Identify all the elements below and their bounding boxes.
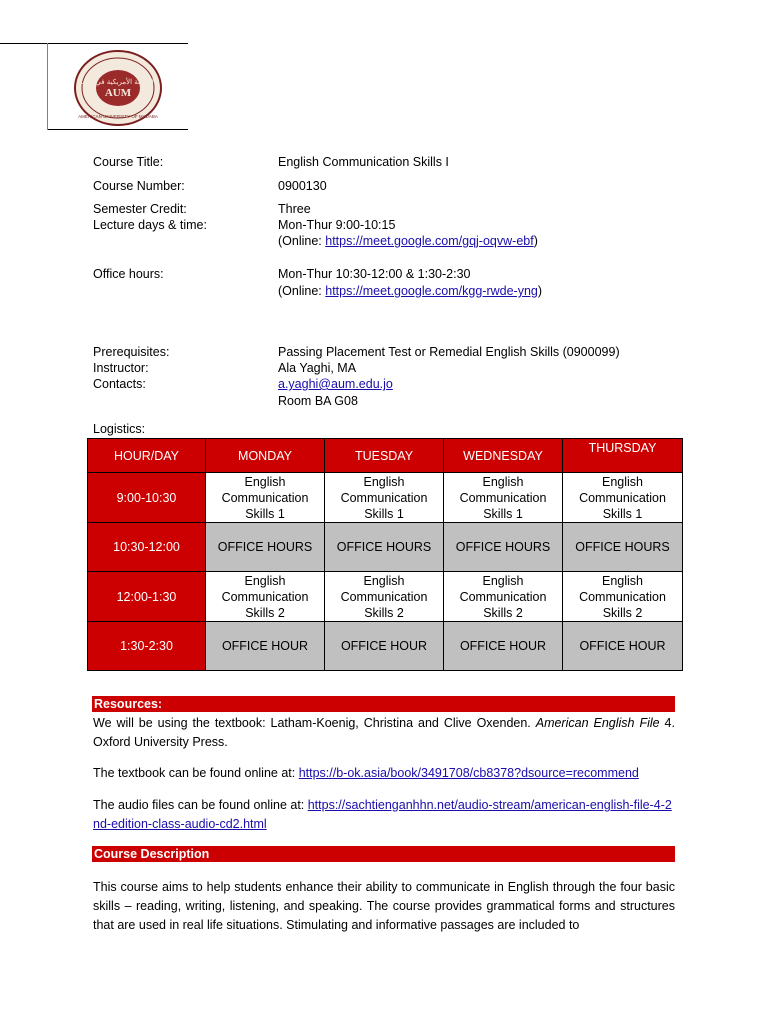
- lecture-days-label: Lecture days & time:: [93, 218, 207, 232]
- office-meet-link[interactable]: https://meet.google.com/kgg-rwde-yng: [325, 284, 538, 298]
- lecture-meet-link[interactable]: https://meet.google.com/gqj-oqvw-ebf: [325, 234, 534, 248]
- schedule-cell: OFFICE HOUR: [325, 622, 444, 671]
- header-vertical-rule: [47, 43, 48, 130]
- course-number-label: Course Number:: [93, 179, 185, 193]
- textbook-online-paragraph: [93, 764, 675, 783]
- textbook-link[interactable]: https://b-ok.asia/book/3491708/cb8378?dsource=recommend: [298, 766, 639, 780]
- time-slot: 1:30-2:30: [88, 622, 206, 671]
- instructor-label: Instructor:: [93, 361, 149, 375]
- office-online-suffix: ): [537, 284, 543, 298]
- header-tuesday: TUESDAY: [325, 439, 444, 473]
- contacts-label: Contacts:: [93, 377, 146, 391]
- university-logo: [74, 50, 162, 126]
- schedule-cell: English Communication Skills 2: [444, 572, 563, 622]
- instructor-email-link[interactable]: a.yaghi@aum.edu.jo: [278, 377, 393, 391]
- instructor-value: Ala Yaghi, MA: [278, 361, 357, 375]
- table-row: [88, 572, 683, 622]
- time-slot: 10:30-12:00: [88, 523, 206, 572]
- course-number-value: 0900130: [278, 179, 327, 193]
- schedule-cell: OFFICE HOURS: [444, 523, 563, 572]
- office-online-prefix: (Online:: [278, 284, 326, 298]
- schedule-cell: OFFICE HOURS: [325, 523, 444, 572]
- schedule-cell: OFFICE HOUR: [563, 622, 683, 671]
- textbook-title: American English File: [535, 716, 660, 730]
- lecture-days-value: Mon-Thur 9:00-10:15: [278, 218, 396, 232]
- table-row: [88, 622, 683, 671]
- time-slot: 9:00-10:30: [88, 473, 206, 523]
- header-monday: MONDAY: [206, 439, 325, 473]
- office-hours-label: Office hours:: [93, 267, 164, 281]
- header-thursday: THURSDAY: [563, 439, 683, 473]
- schedule-cell: English Communication Skills 2: [206, 572, 325, 622]
- audio-files-paragraph: [93, 796, 675, 834]
- time-slot: 12:00-1:30: [88, 572, 206, 622]
- semester-credit-value: Three: [278, 202, 311, 216]
- table-row: [88, 473, 683, 523]
- logistics-label: Logistics:: [93, 422, 146, 436]
- audio-files-link[interactable]: https://sachtienganhhn.net/audio-stream/american-english-file-4-2nd-edition-class-audio-cd2.html: [93, 798, 672, 831]
- resources-heading: Resources:: [92, 696, 675, 712]
- svg-text:AMERICAN UNIVERSITY OF MADABA: AMERICAN UNIVERSITY OF MADABA: [78, 114, 158, 119]
- schedule-cell: English Communication Skills 1: [325, 473, 444, 523]
- semester-credit-label: Semester Credit:: [93, 202, 187, 216]
- header-top-rule: [0, 43, 188, 44]
- textbook-online-label: The textbook can be found online at:: [93, 766, 299, 780]
- office-hours-value: Mon-Thur 10:30-12:00 & 1:30-2:30: [278, 267, 471, 281]
- prerequisites-label: Prerequisites:: [93, 345, 170, 359]
- course-description-heading: Course Description: [92, 846, 675, 862]
- schedule-cell: English Communication Skills 2: [325, 572, 444, 622]
- resources-text-before: We will be using the textbook: Latham-Koenig, Christina and Clive Oxenden.: [93, 716, 536, 730]
- schedule-cell: OFFICE HOURS: [206, 523, 325, 572]
- table-row: [88, 523, 683, 572]
- lecture-online-prefix: (Online:: [278, 234, 326, 248]
- header-hour-day: HOUR/DAY: [88, 439, 206, 473]
- header-bottom-rule: [48, 129, 188, 130]
- resources-textbook-paragraph: [93, 714, 675, 752]
- svg-text:AUM: AUM: [104, 87, 132, 99]
- schedule-cell: OFFICE HOUR: [444, 622, 563, 671]
- schedule-cell: English Communication Skills 1: [563, 473, 683, 523]
- schedule-cell: English Communication Skills 1: [444, 473, 563, 523]
- prerequisites-value: Passing Placement Test or Remedial English Skills (0900099): [278, 345, 620, 359]
- svg-text:الجامعة الأمريكية في مادبا: الجامعة الأمريكية في مادبا: [80, 78, 156, 86]
- audio-files-label: The audio files can be found online at:: [93, 798, 308, 812]
- schedule-cell: OFFICE HOUR: [206, 622, 325, 671]
- room-value: Room BA G08: [278, 394, 358, 408]
- schedule-table: [87, 438, 683, 671]
- schedule-cell: English Communication Skills 2: [563, 572, 683, 622]
- course-title-value: English Communication Skills I: [278, 155, 449, 169]
- header-wednesday: WEDNESDAY: [444, 439, 563, 473]
- resources-text-after: 4. Oxford University Press.: [93, 716, 675, 749]
- lecture-online-suffix: ): [533, 234, 538, 248]
- course-title-label: Course Title:: [93, 155, 164, 169]
- course-description-text: This course aims to help students enhance their ability to communicate in English through the four basic skills – reading, writing, listening, and speaking. The course provides grammatical forms and structures that are used in real life situations. Stimulating and informative passages are included to: [93, 880, 675, 932]
- schedule-cell: OFFICE HOURS: [563, 523, 683, 572]
- schedule-cell: English Communication Skills 1: [206, 473, 325, 523]
